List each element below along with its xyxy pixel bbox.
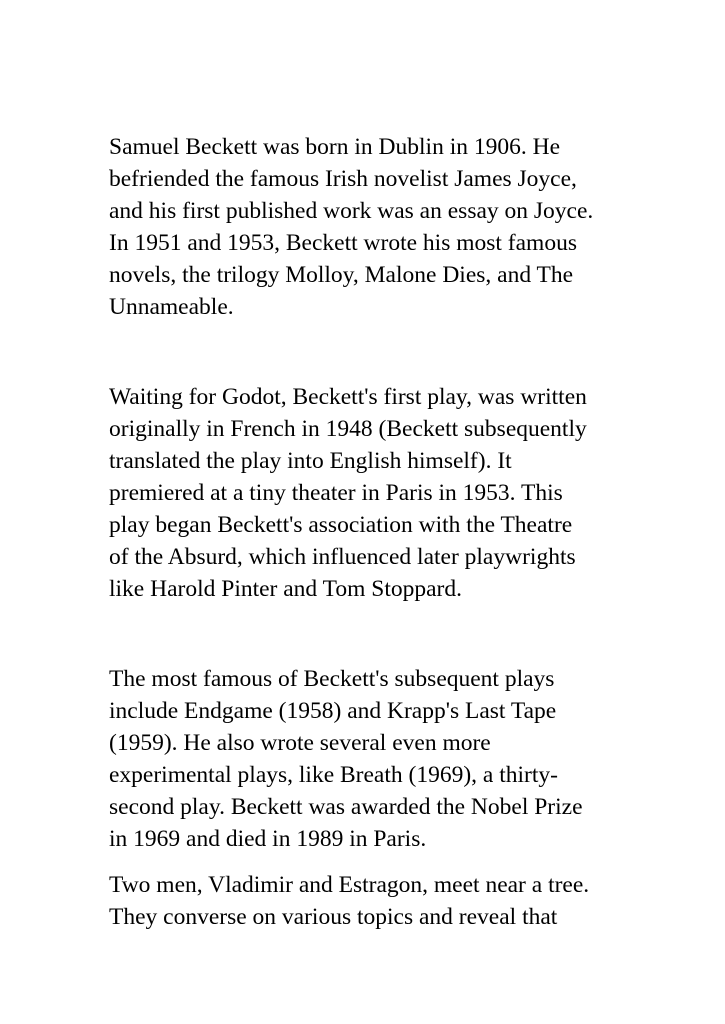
text-line: Two men, Vladimir and Estragon, meet near a tree. [109,872,590,898]
text-line: play began Beckett's association with the Theatre [109,512,573,538]
text-line: They converse on various topics and reveal that [109,904,558,930]
text-line: Unnameable. [109,294,234,320]
text-line: (1959). He also wrote several even more [109,730,491,756]
text-line: The most famous of Beckett's subsequent plays [109,666,555,692]
text-line: experimental plays, like Breath (1969), a thirty- [109,762,558,788]
text-line: Waiting for Godot, Beckett's first play, was written [109,384,587,410]
text-line: translated the play into English himself). It [109,448,512,474]
text-line: like Harold Pinter and Tom Stoppard. [109,576,462,602]
text-line: Samuel Beckett was born in Dublin in 1906. He [109,134,560,160]
text-line: include Endgame (1958) and Krapp's Last Tape [109,698,557,724]
text-line: befriended the famous Irish novelist James Joyce, [109,166,577,192]
text-line: in 1969 and died in 1989 in Paris. [109,826,427,852]
text-line: novels, the trilogy Molloy, Malone Dies, and The [109,262,574,288]
text-line: originally in French in 1948 (Beckett subsequently [109,416,587,442]
text-line: second play. Beckett was awarded the Nobel Prize [109,794,583,820]
text-line: of the Absurd, which influenced later playwrights [109,544,576,570]
text-line: In 1951 and 1953, Beckett wrote his most famous [109,230,577,256]
text-line: and his first published work was an essay on Joyce. [109,198,594,224]
text-line: premiered at a tiny theater in Paris in 1953. This [109,480,563,506]
